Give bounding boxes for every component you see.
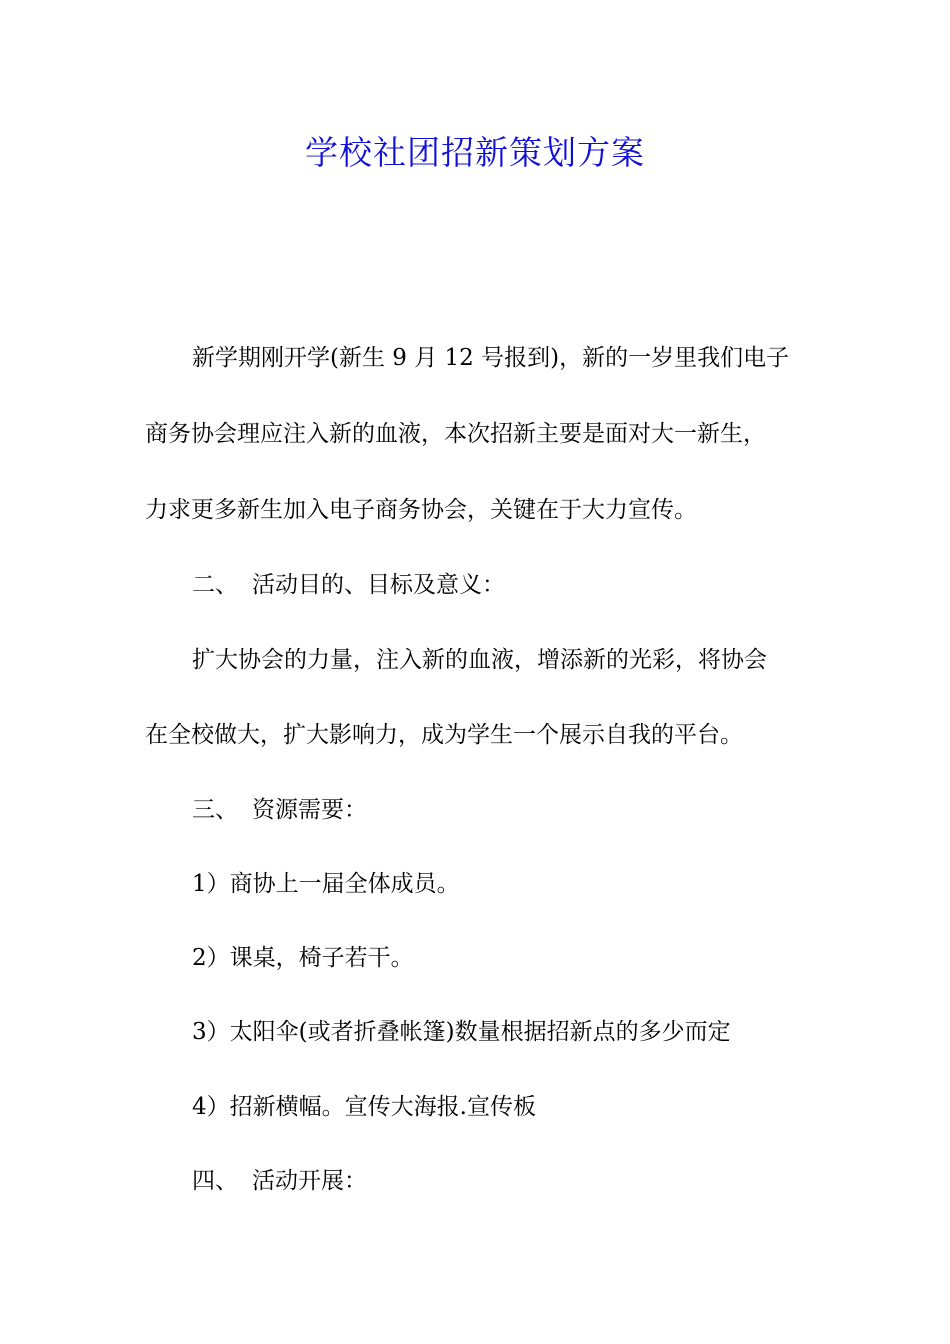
section-3-title: 资源需要： <box>252 797 367 823</box>
intro-line-1: 新学期刚开学(新生 9 月 12 号报到)，新的一岁里我们电子 <box>192 345 790 371</box>
resource-item: 1）商协上一届全体成员。 <box>192 871 460 897</box>
section-3-number: 三、 <box>192 797 238 823</box>
section-4-title: 活动开展： <box>252 1168 367 1194</box>
intro-line-2: 商务协会理应注入新的血液，本次招新主要是面对大一新生， <box>145 421 766 447</box>
resource-item: 4）招新横幅。宣传大海报.宣传板 <box>192 1094 536 1120</box>
goal-line-1: 扩大协会的力量，注入新的血液，增添新的光彩，将协会 <box>192 647 767 673</box>
section-2-title: 活动目的、目标及意义： <box>252 572 505 598</box>
section-3-heading <box>192 795 872 825</box>
section-4-number: 四、 <box>192 1168 238 1194</box>
section-4-heading <box>192 1166 872 1196</box>
goal-line-2: 在全校做大，扩大影响力，成为学生一个展示自我的平台。 <box>145 722 743 748</box>
resource-item: 2）课桌，椅子若干。 <box>192 945 414 971</box>
intro-line-3: 力求更多新生加入电子商务协会，关键在于大力宣传。 <box>145 497 697 523</box>
document-title: 学校社团招新策划方案 <box>305 133 645 172</box>
resource-item: 3）太阳伞(或者折叠帐篷)数量根据招新点的多少而定 <box>192 1019 731 1045</box>
section-2-heading <box>192 570 872 600</box>
section-2-number: 二、 <box>192 572 238 598</box>
